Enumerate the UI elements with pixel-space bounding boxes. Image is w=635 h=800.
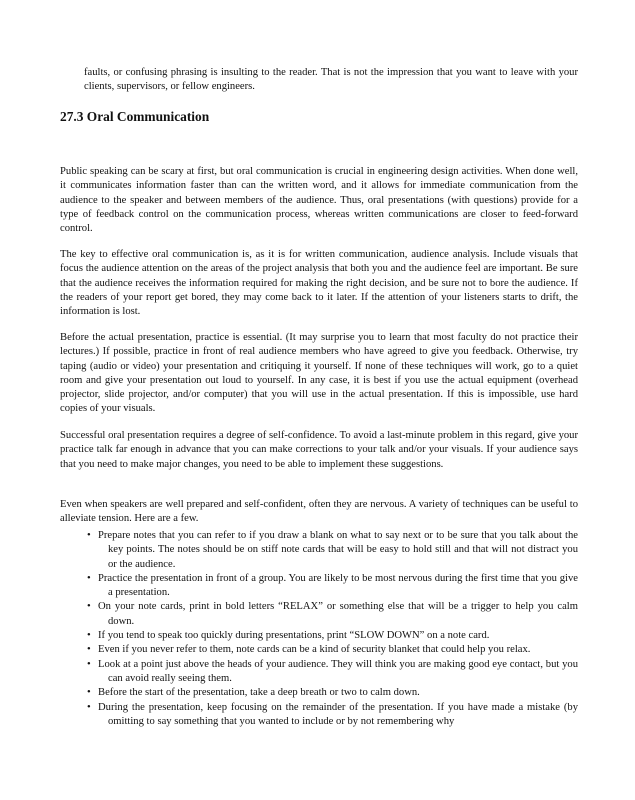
bullet-icon: • <box>87 701 91 713</box>
paragraph-practice: Before the actual presentation, practice is essential. (It may surprise you to learn that most faculty do not practice their lectures.) If possible, practice in front of real audience members who have agreed to give you feedback. Otherwise, try taping (audio or video) your presentation and critiquing it yourself. If none of these techniques will work, go to a quiet room and give your presentation out loud to yourself. In any case, it is best if you use the actual equipment (overhead projector, slide projector, and/or computer) that you will use in the actual presentation. If this is impossible, use hard copies of your visuals. <box>60 332 578 415</box>
bullet-icon: • <box>87 572 91 584</box>
bullet-icon: • <box>87 601 91 613</box>
paragraph-nervous: Even when speakers are well prepared and self-confident, often they are nervous. A variety of techniques can be useful to alleviate tension. Here are a few. <box>60 499 578 525</box>
list-item-text: Even if you never refer to them, note cards can be a kind of security blanket that could help you relax. <box>98 644 531 656</box>
list-item-text: On your note cards, print in bold letters “RELAX” or something else that will be a trigger to help you calm down. <box>98 601 578 627</box>
paragraph-audience-analysis: The key to effective oral communication is, as it is for written communication, audience analysis. Include visuals that focus the audience attention on the areas of the project analysis that both you and the audience feel are important. Be sure that the audience receives the information required for making the right decision, and be sure not to bore the audience. If the readers of your report get bored, they may come back to it later. If the attention of your listeners starts to drift, the information is lost. <box>60 249 578 318</box>
bullet-icon: • <box>87 630 91 642</box>
paragraph-public-speaking: Public speaking can be scary at first, but oral communication is crucial in engineering design activities. When done well, it communicates information faster than can the written word, and it allows for immediate communication from the audience to the speaker and between members of the audience. Thus, oral presentations (with questions) provide for a type of feedback control on the communication process, whereas written communications are closer to feed-forward control. <box>60 166 578 235</box>
list-item-text: Before the start of the presentation, take a deep breath or two to calm down. <box>98 687 420 699</box>
list-item <box>60 686 578 700</box>
list-item <box>60 529 578 572</box>
bullet-icon: • <box>87 644 91 656</box>
continuation-paragraph: faults, or confusing phrasing is insulting to the reader. That is not the impression that you want to leave with your clients, supervisors, or fellow engineers. <box>84 67 578 93</box>
list-item <box>60 572 578 601</box>
list-item <box>60 629 578 643</box>
list-item <box>60 658 578 687</box>
list-item-text: If you tend to speak too quickly during presentations, print “SLOW DOWN” on a note card. <box>98 630 490 642</box>
tension-techniques-list <box>60 529 578 729</box>
list-item <box>60 701 578 730</box>
list-item-text: Practice the presentation in front of a group. You are likely to be most nervous during the first time that you give a presentation. <box>98 572 578 599</box>
bullet-icon: • <box>87 687 91 699</box>
bullet-icon: • <box>87 530 91 541</box>
bullet-icon: • <box>87 658 91 670</box>
list-item <box>60 643 578 657</box>
list-item-text: Look at a point just above the heads of your audience. They will think you are making good eye contact, but you can avoid really seeing them. <box>98 658 578 684</box>
list-item-text: Prepare notes that you can refer to if you draw a blank on what to say next or to be sure that you talk about the key points. The notes should be on stiff note cards that will be easy to hold still and that will not distract you or the audience. <box>98 530 578 570</box>
paragraph-self-confidence: Successful oral presentation requires a degree of self-confidence. To avoid a last-minute problem in this regard, give your practice talk far enough in advance that you can make corrections to your talk and/or your visuals. If your audience says that you need to make major changes, you need to be able to implement these suggestions. <box>60 430 578 470</box>
list-item-text: During the presentation, keep focusing on the remainder of the presentation. If you have made a mistake (by omitting to say something that you wanted to include or by not remembering why <box>98 701 578 727</box>
section-heading: 27.3 Oral Communication <box>60 109 210 124</box>
list-item <box>60 600 578 629</box>
